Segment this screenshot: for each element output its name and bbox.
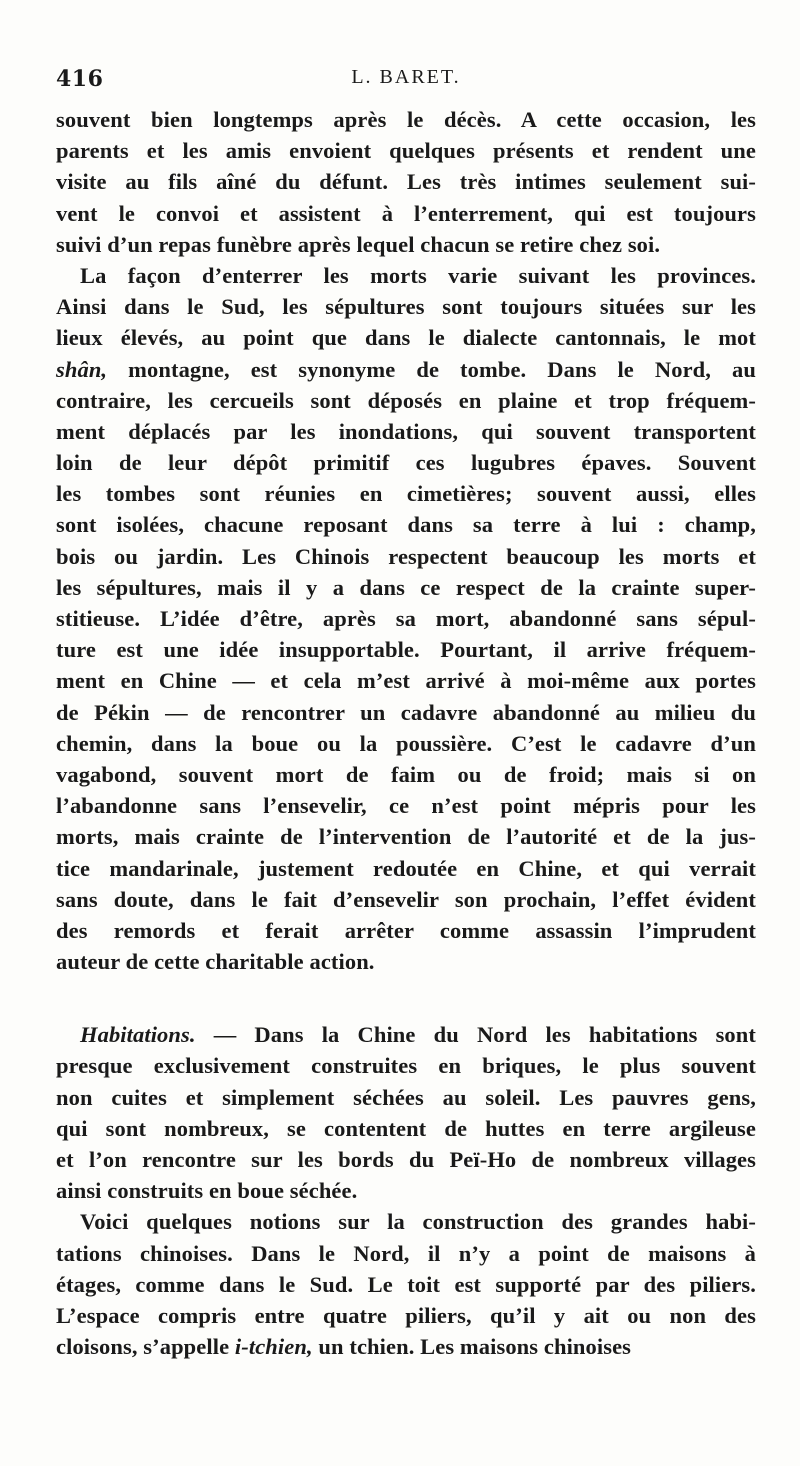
page-header bbox=[56, 66, 756, 96]
paragraph bbox=[56, 104, 756, 260]
text-line: loin de leur dépôt primitif ces lugubres épaves. Souvent bbox=[56, 450, 756, 476]
text-line: ainsi construits en boue séchée. bbox=[56, 1178, 358, 1204]
text-line: sont isolées, chacune reposant dans sa terre à lui : champ, bbox=[56, 512, 756, 538]
text-line: des remords et ferait arrêter comme assassin l’imprudent bbox=[56, 917, 756, 943]
text-line: étages, comme dans le Sud. Le toit est supporté par des piliers. bbox=[56, 1271, 756, 1297]
text-line: L’espace compris entre quatre piliers, qu’il y ait ou non des bbox=[56, 1302, 756, 1328]
text-line: sans doute, dans le fait d’ensevelir son prochain, l’effet évident bbox=[56, 886, 756, 912]
text-line: les tombes sont réunies en cimetières; souvent aussi, elles bbox=[56, 481, 756, 507]
page-number: 416 bbox=[56, 66, 104, 92]
text-line: non cuites et simplement séchées au soleil. Les pauvres gens, bbox=[56, 1084, 756, 1110]
text-line: lieux élevés, au point que dans le dialecte cantonnais, le mot bbox=[56, 325, 756, 351]
text-line: morts, mais crainte de l’intervention de l’autorité et de la jus- bbox=[56, 824, 756, 850]
text-line: presque exclusivement construites en briques, le plus souvent bbox=[56, 1053, 756, 1079]
text-line: visite au fils aîné du défunt. Les très intimes seulement sui- bbox=[56, 169, 756, 195]
text-line: auteur de cette charitable action. bbox=[56, 949, 375, 975]
text-line: Ainsi dans le Sud, les sépultures sont toujours situées sur les bbox=[56, 294, 756, 320]
text-line: La façon d’enterrer les morts varie suivant les provinces. bbox=[80, 262, 756, 288]
text-line bbox=[56, 1019, 756, 1050]
section-gap bbox=[56, 977, 756, 1019]
text-line: tice mandarinale, justement redoutée en Chine, et qui verrait bbox=[56, 855, 756, 881]
text-line: l’abandonne sans l’ensevelir, ce n’est point mépris pour les bbox=[56, 793, 756, 819]
running-head: L. BARET. bbox=[351, 66, 461, 88]
text-line: ment en Chine — et cela m’est arrivé à moi-même aux portes bbox=[56, 668, 756, 694]
text-line bbox=[56, 354, 756, 385]
text-line: souvent bien longtemps après le décès. A cette occasion, les bbox=[56, 107, 756, 132]
line-text: cloisons, s’appelle bbox=[56, 1334, 235, 1360]
text-line: tations chinoises. Dans le Nord, il n’y a point de maisons à bbox=[56, 1240, 756, 1266]
paragraph bbox=[56, 260, 756, 977]
text-line: qui sont nombreux, se contentent de huttes en terre argileuse bbox=[56, 1115, 756, 1141]
line-text: un tchien. Les maisons chinoises bbox=[312, 1334, 632, 1360]
italic-term: i-tchien, bbox=[234, 1334, 313, 1360]
text-line: vent le convoi et assistent à l’enterrement, qui est toujours bbox=[56, 200, 756, 226]
text-line: suivi d’un repas funèbre après lequel chacun se retire chez soi. bbox=[56, 231, 661, 257]
body-text bbox=[56, 104, 756, 1362]
text-line bbox=[56, 1331, 756, 1362]
text-line: parents et les amis envoient quelques présents et rendent une bbox=[56, 138, 756, 164]
paragraph bbox=[56, 1206, 756, 1362]
text-line: ment déplacés par les inondations, qui souvent transportent bbox=[56, 418, 756, 444]
paragraph bbox=[56, 1019, 756, 1206]
text-line: de Pékin — de rencontrer un cadavre abandonné au milieu du bbox=[56, 699, 756, 725]
text-line: contraire, les cercueils sont déposés en plaine et trop fréquem- bbox=[56, 387, 756, 413]
line-text: — Dans la Chine du Nord les habitations sont bbox=[195, 1022, 756, 1048]
text-line: Voici quelques notions sur la construction des grandes habi- bbox=[80, 1209, 756, 1235]
line-text: montagne, est synonyme de tombe. Dans le Nord, au bbox=[107, 356, 756, 382]
text-line: vagabond, souvent mort de faim ou de froid; mais si on bbox=[56, 761, 756, 787]
text-line: chemin, dans la boue ou la poussière. C’est le cadavre d’un bbox=[56, 730, 756, 756]
text-line: bois ou jardin. Les Chinois respectent beaucoup les morts et bbox=[56, 543, 756, 569]
italic-term: Habitations. bbox=[80, 1022, 196, 1048]
text-line: stitieuse. L’idée d’être, après sa mort, abandonné sans sépul- bbox=[56, 606, 756, 631]
text-line: ture est une idée insupportable. Pourtant, il arrive fréquem- bbox=[56, 637, 756, 663]
text-line: les sépultures, mais il y a dans ce respect de la crainte super- bbox=[56, 574, 756, 600]
italic-term: shân, bbox=[56, 356, 108, 382]
text-line: et l’on rencontre sur les bords du Peï-Ho de nombreux villages bbox=[56, 1147, 756, 1172]
